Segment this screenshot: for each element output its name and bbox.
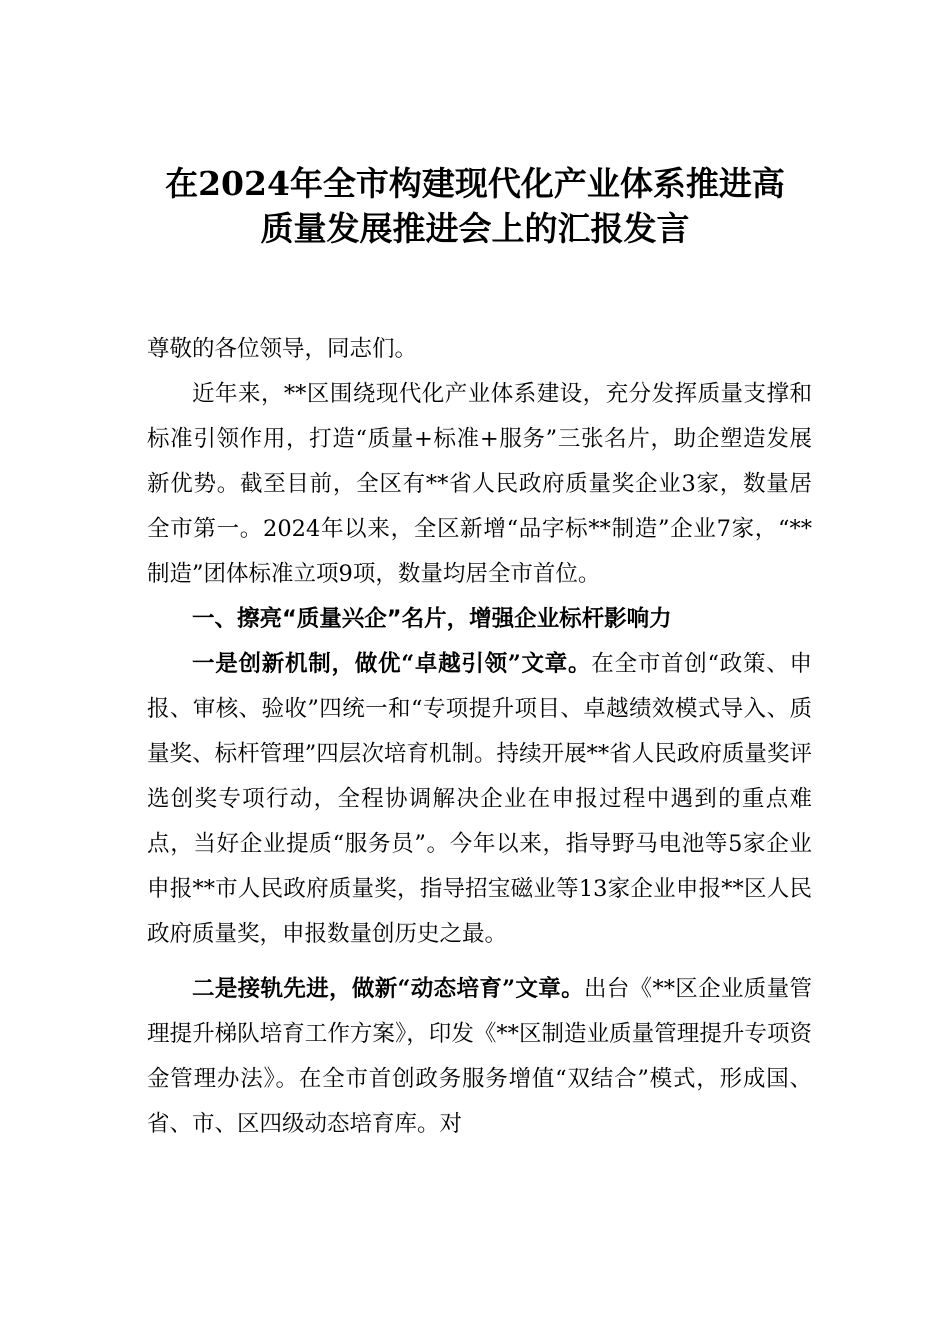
document-title-line-2: 质量发展推进会上的汇报发言 xyxy=(260,209,690,248)
section-heading-1: 一、擦亮“质量兴企”名片，增强企业标杆影响力 xyxy=(192,606,672,632)
item-2-text: 出台《**区企业质量管理提升梯队培育工作方案》，印发《**区制造业质量管理提升专项资金管理办法》。在全市首创政务服务增值“双结合”模式，形成国、省、市、区四级动态培育库。对 xyxy=(147,976,812,1137)
item-2-lead: 二是接轨先进，做新“动态培育”文章。 xyxy=(192,976,584,1002)
item-1-lead: 一是创新机制，做优“卓越引领”文章。 xyxy=(192,651,592,677)
intro-paragraph: 近年来，**区围绕现代化产业体系建设，充分发挥质量支撑和标准引领作用，打造“质量+标准+服务”三张名片，助企塑造发展新优势。截至目前，全区有**省人民政府质量奖企业3家，数量居全市第一。2024年以来，全区新增“品字标**制造”企业7家，“**制造”团体标准立项9项，数量均居全市首位。 xyxy=(147,381,812,587)
section-1-item-2-paragraph xyxy=(147,967,812,1147)
salutation: 尊敬的各位领导，同志们。 xyxy=(147,336,418,362)
document-body xyxy=(147,327,812,1147)
document-title-line-1: 在2024年全市构建现代化产业体系推进高 xyxy=(165,164,785,203)
item-1-text: 在全市首创“政策、申报、审核、验收”四统一和“专项提升项目、卓越绩效模式导入、质量奖、标杆管理”四层次培育机制。持续开展**省人民政府质量奖评选创奖专项行动，全程协调解决企业在申报过程中遇到的重点难点，当好企业提质“服务员”。今年以来，指导野马电池等5家企业申报**市人民政府质量奖，指导招宝磁业等13家企业申报**区人民政府质量奖，申报数量创历史之最。 xyxy=(147,651,812,947)
section-1-item-1-paragraph xyxy=(147,642,812,957)
